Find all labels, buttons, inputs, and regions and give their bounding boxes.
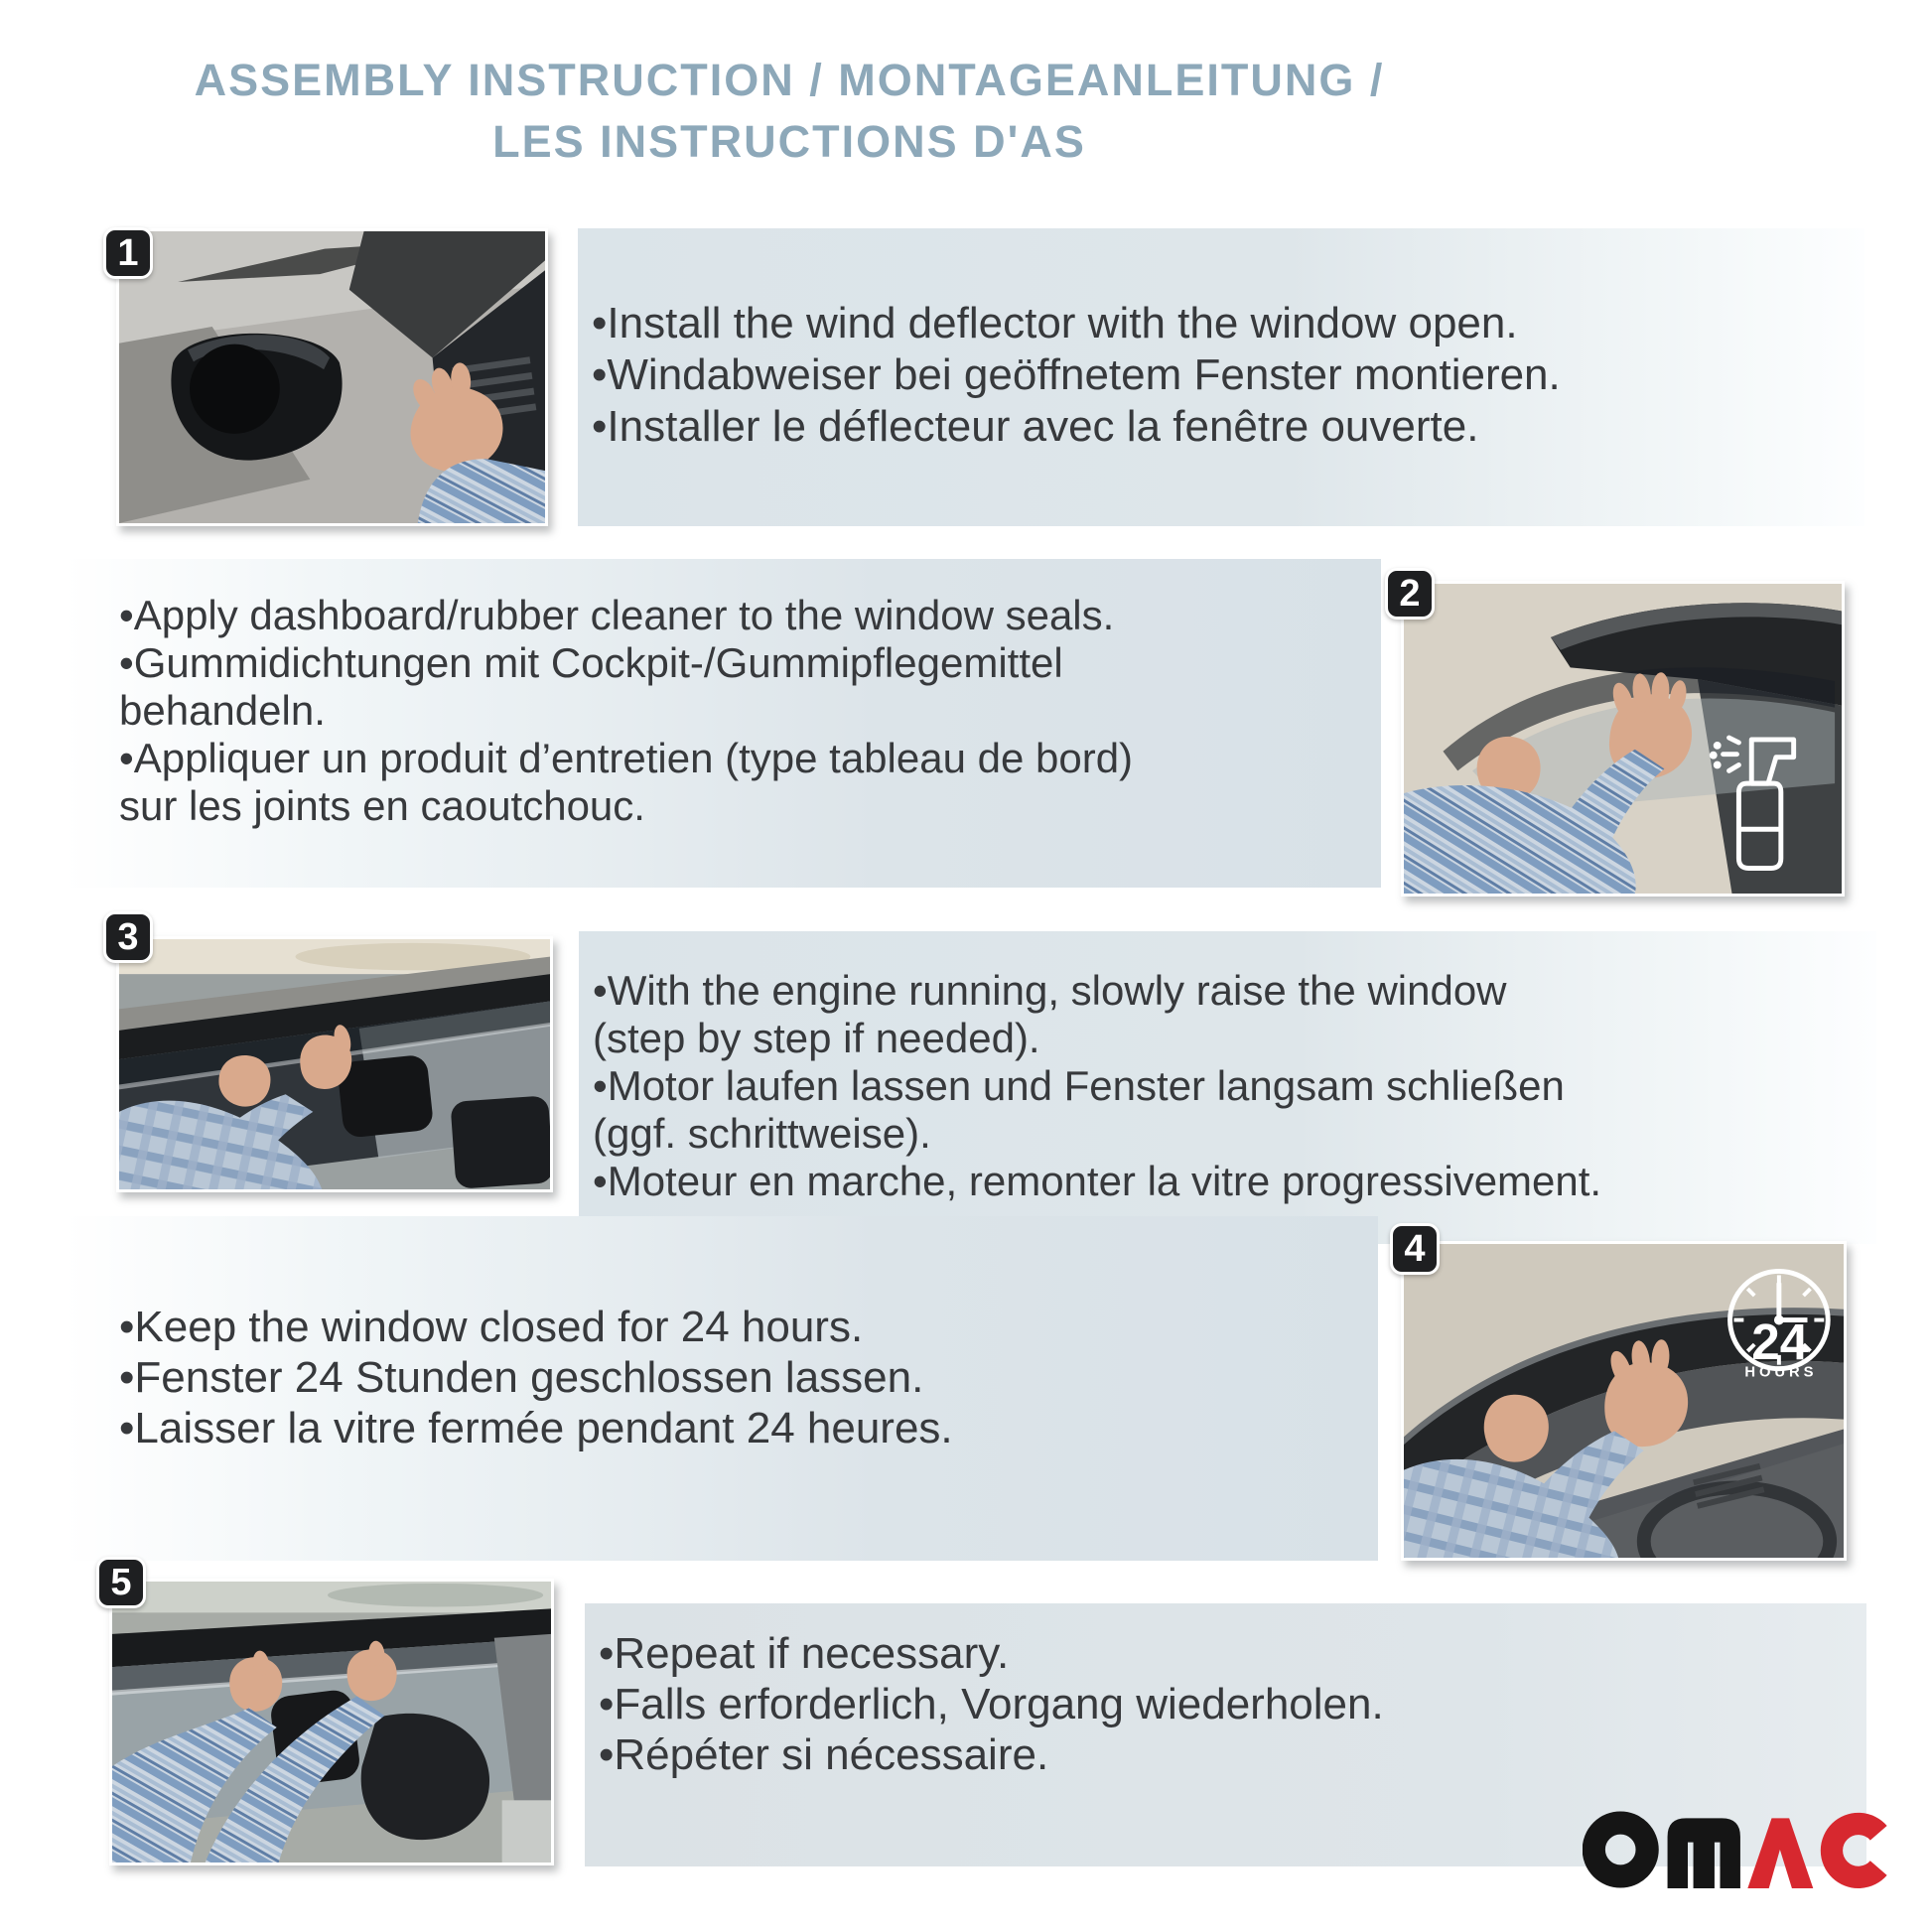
step-2-badge (1385, 568, 1435, 620)
step-3-photo (116, 936, 553, 1192)
step-5-line-en: •Repeat if necessary. (599, 1629, 1010, 1678)
step-1-number: 1 (117, 231, 139, 274)
page-title-line2: LES INSTRUCTIONS D'AS (492, 116, 1086, 167)
page-title (60, 50, 1519, 173)
step-4-line-de: •Fenster 24 Stunden geschlossen lassen. (119, 1353, 924, 1402)
logo-letter-c (1832, 1824, 1878, 1877)
step-5-number: 5 (110, 1561, 132, 1603)
logo-letter-o (1593, 1823, 1647, 1876)
step-5-badge (96, 1557, 146, 1608)
step-3-text (579, 931, 1876, 1244)
step-1-line-de: •Windabweiser bei geöffnetem Fenster montieren. (592, 350, 1561, 399)
step-2-line-de2: behandeln. (119, 687, 326, 734)
rear-window-photo-graphic (119, 939, 550, 1189)
step-3-line-de1: •Motor laufen lassen und Fenster langsam schließen (593, 1062, 1565, 1109)
step-1-line-en: •Install the wind deflector with the window open. (592, 299, 1518, 347)
repeat-step-photo-graphic (112, 1582, 551, 1863)
step-2-number: 2 (1399, 572, 1421, 615)
page-title-line1: ASSEMBLY INSTRUCTION / MONTAGEANLEITUNG / (194, 55, 1385, 105)
step-4-line-fr: •Laisser la vitre fermée pendant 24 heures. (119, 1404, 953, 1452)
step-3-number: 3 (117, 915, 139, 958)
omac-logo (1583, 1811, 1896, 1893)
step-3-line-de2: (ggf. schrittweise). (593, 1110, 931, 1157)
deflector-install-photo-graphic (1404, 584, 1842, 894)
step-5-line-fr: •Répéter si nécessaire. (599, 1730, 1049, 1779)
step-4-badge (1390, 1223, 1440, 1275)
step-3-line-en2: (step by step if needed). (593, 1015, 1040, 1061)
step-3-badge (103, 911, 153, 963)
omac-logo-graphic (1583, 1811, 1896, 1888)
car-mirror-photo-graphic (119, 231, 545, 523)
step-2-photo (1401, 581, 1845, 897)
clock-24-label: 24 (1751, 1312, 1809, 1370)
logo-letter-a (1747, 1818, 1813, 1888)
step-3-line-en1: •With the engine running, slowly raise the window (593, 967, 1507, 1014)
step-2-line-fr1: •Appliquer un produit d’entretien (type tableau de bord) (119, 735, 1134, 781)
logo-letter-m (1668, 1818, 1740, 1888)
step-2-line-de1: •Gummidichtungen mit Cockpit-/Gummipflegemittel (119, 639, 1063, 686)
step-4-number: 4 (1404, 1227, 1426, 1270)
step-1-badge (103, 227, 153, 279)
step-2-line-fr2: sur les joints en caoutchouc. (119, 782, 645, 829)
step-1-line-fr: •Installer le déflecteur avec la fenêtre ouverte. (592, 402, 1479, 451)
step-2-line-en: •Apply dashboard/rubber cleaner to the window seals. (119, 592, 1115, 638)
step-4-text (65, 1216, 1378, 1561)
clock-hours-label: HOURS (1744, 1364, 1818, 1381)
step-5-photo (109, 1579, 554, 1865)
step-1-photo (116, 228, 548, 526)
step-5-line-de: •Falls erforderlich, Vorgang wiederholen. (599, 1680, 1384, 1728)
step-3-line-fr: •Moteur en marche, remonter la vitre progressivement. (593, 1158, 1602, 1204)
step-1-text (578, 228, 1864, 526)
step-4-photo (1401, 1241, 1847, 1561)
step-4-line-en: •Keep the window closed for 24 hours. (119, 1303, 864, 1351)
step-2-text (65, 559, 1381, 888)
window-closed-photo-graphic (1404, 1244, 1844, 1558)
